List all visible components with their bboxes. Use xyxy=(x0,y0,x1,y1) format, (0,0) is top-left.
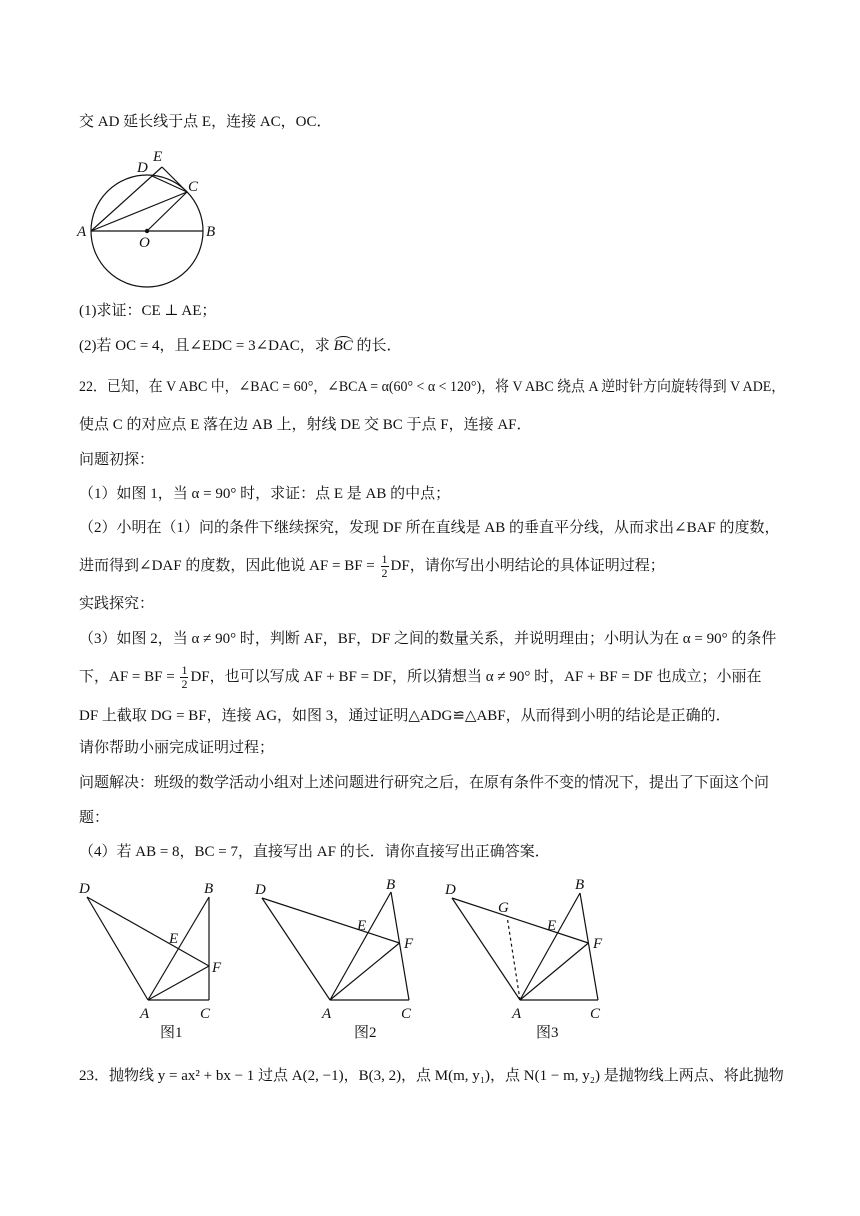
q21-continuation-line: 交 AD 延长线于点 E，连接 AC，OC． xyxy=(79,114,332,130)
label-f: F xyxy=(212,960,222,976)
segment-af xyxy=(520,943,588,1000)
label-c: C xyxy=(401,1006,412,1022)
fraction-numerator: 1 xyxy=(381,552,388,567)
segment-af xyxy=(148,966,209,1000)
segment-oc xyxy=(147,192,187,231)
q22-heading-explore: 问题初探： xyxy=(79,452,155,468)
figure-1-caption: 图1 xyxy=(160,1025,183,1041)
q22-heading-solve: 问题解决：班级的数学活动小组对上述问题进行研究之后，在原有条件不变的情况下，提出了下面这个问 xyxy=(79,775,770,791)
figure-2 xyxy=(254,877,414,1041)
label-e: E xyxy=(357,918,367,934)
label-e: E xyxy=(153,149,163,165)
segment-df xyxy=(87,897,209,966)
label-b: B xyxy=(386,877,396,893)
q22-part1: （1）如图 1，当 α = 90° 时，求证：点 E 是 AB 的中点； xyxy=(79,486,451,502)
label-d: D xyxy=(79,881,90,897)
q22-part3-line3: DF 上截取 DG = BF，连接 AG，如图 3，通过证明△ADG≌△ABF，从而得到小明的结论是正确的． xyxy=(79,708,731,724)
segment-ab xyxy=(330,892,391,1000)
label-a: A xyxy=(140,1006,150,1022)
figure-3-caption: 图3 xyxy=(536,1025,559,1041)
segment-ag-dashed xyxy=(507,916,520,1000)
fraction-denominator: 2 xyxy=(181,677,188,692)
label-f: F xyxy=(404,936,414,952)
segment-ac xyxy=(91,192,187,231)
label-a: A xyxy=(322,1006,332,1022)
segment-df xyxy=(262,898,400,943)
label-g: G xyxy=(498,900,509,916)
figure-circle xyxy=(76,149,215,287)
center-dot xyxy=(145,229,149,233)
fraction-numerator: 1 xyxy=(181,663,188,678)
segment-dc xyxy=(152,176,187,192)
label-e: E xyxy=(547,918,557,934)
segment-da xyxy=(452,898,520,1000)
q22-part2-before: 进而得到∠DAF 的度数，因此他说 AF = BF = xyxy=(79,558,379,574)
q22-part3-line1: （3）如图 2，当 α ≠ 90° 时，判断 AF，BF，DF 之间的数量关系，并说明理由；小明认为在 α = 90° 的条件 xyxy=(79,631,777,647)
segment-ab xyxy=(520,893,580,1000)
figure-1 xyxy=(78,881,222,1041)
q22-intro-line1: 22．已知，在 V ABC 中，∠BAC = 60°，∠BCA = α(60° < α < 120°)，将 V ABC 绕点 A 逆时针方向旋转得到 V ADE， xyxy=(79,379,786,395)
segment-ab xyxy=(148,897,209,1000)
q22-part3-after: DF，也可以写成 AF + BF = DF，所以猜想当 α ≠ 90° 时，AF + BF = DF 也成立；小丽在 xyxy=(190,669,762,685)
q22-part3-before: 下，AF = BF = xyxy=(79,669,179,685)
q21-part1: (1)求证：CE ⊥ AE； xyxy=(79,303,217,319)
q22-heading-solve-cont: 题： xyxy=(79,810,110,826)
label-b: B xyxy=(575,877,585,893)
label-d: D xyxy=(137,160,148,176)
segment-ec xyxy=(162,167,187,192)
figure-2-caption: 图2 xyxy=(354,1025,377,1041)
label-b: B xyxy=(204,881,214,897)
label-c: C xyxy=(590,1006,601,1022)
segment-af xyxy=(330,943,400,1000)
segment-df xyxy=(452,898,588,943)
q22-part2-after: DF，请你写出小明结论的具体证明过程； xyxy=(390,558,665,574)
label-o: O xyxy=(139,235,150,251)
label-b: B xyxy=(206,224,216,240)
q23-line1: 23．抛物线 y = ax² + bx − 1 过点 A(2, −1)，B(3, 2)，点 M(m, y₁)，点 N(1 − m, y₂) 是抛物线上两点、将此抛物 xyxy=(79,1068,784,1084)
q21-part2-after: 的长． xyxy=(352,338,402,354)
segment-da xyxy=(87,897,148,1000)
q22-part2-line1: （2）小明在（1）问的条件下继续探究，发现 DF 所在直线是 AB 的垂直平分线，从而求出∠BAF 的度数， xyxy=(79,520,780,536)
q22-part4: （4）若 AB = 8，BC = 7，直接写出 AF 的长．请你直接写出正确答案． xyxy=(79,844,550,860)
q22-heading-practice: 实践探究： xyxy=(79,596,155,612)
q22-intro-line2: 使点 C 的对应点 E 落在边 AB 上，射线 DE 交 BC 于点 F，连接 AF． xyxy=(79,417,532,433)
arc-bc: BC xyxy=(333,338,353,354)
label-a: A xyxy=(77,224,87,240)
label-f: F xyxy=(593,936,603,952)
label-a: A xyxy=(512,1006,522,1022)
label-c: C xyxy=(200,1006,211,1022)
figure-3 xyxy=(444,877,603,1041)
q22-part3-line4: 请你帮助小丽完成证明过程； xyxy=(79,740,275,756)
label-d: D xyxy=(445,882,456,898)
label-e: E xyxy=(169,931,179,947)
segment-da xyxy=(262,898,330,1000)
q21-part2-before: (2)若 OC = 4，且∠EDC = 3∠DAC，求 xyxy=(79,338,334,354)
label-d: D xyxy=(255,882,266,898)
fraction-denominator: 2 xyxy=(381,566,388,581)
label-c: C xyxy=(188,179,199,195)
